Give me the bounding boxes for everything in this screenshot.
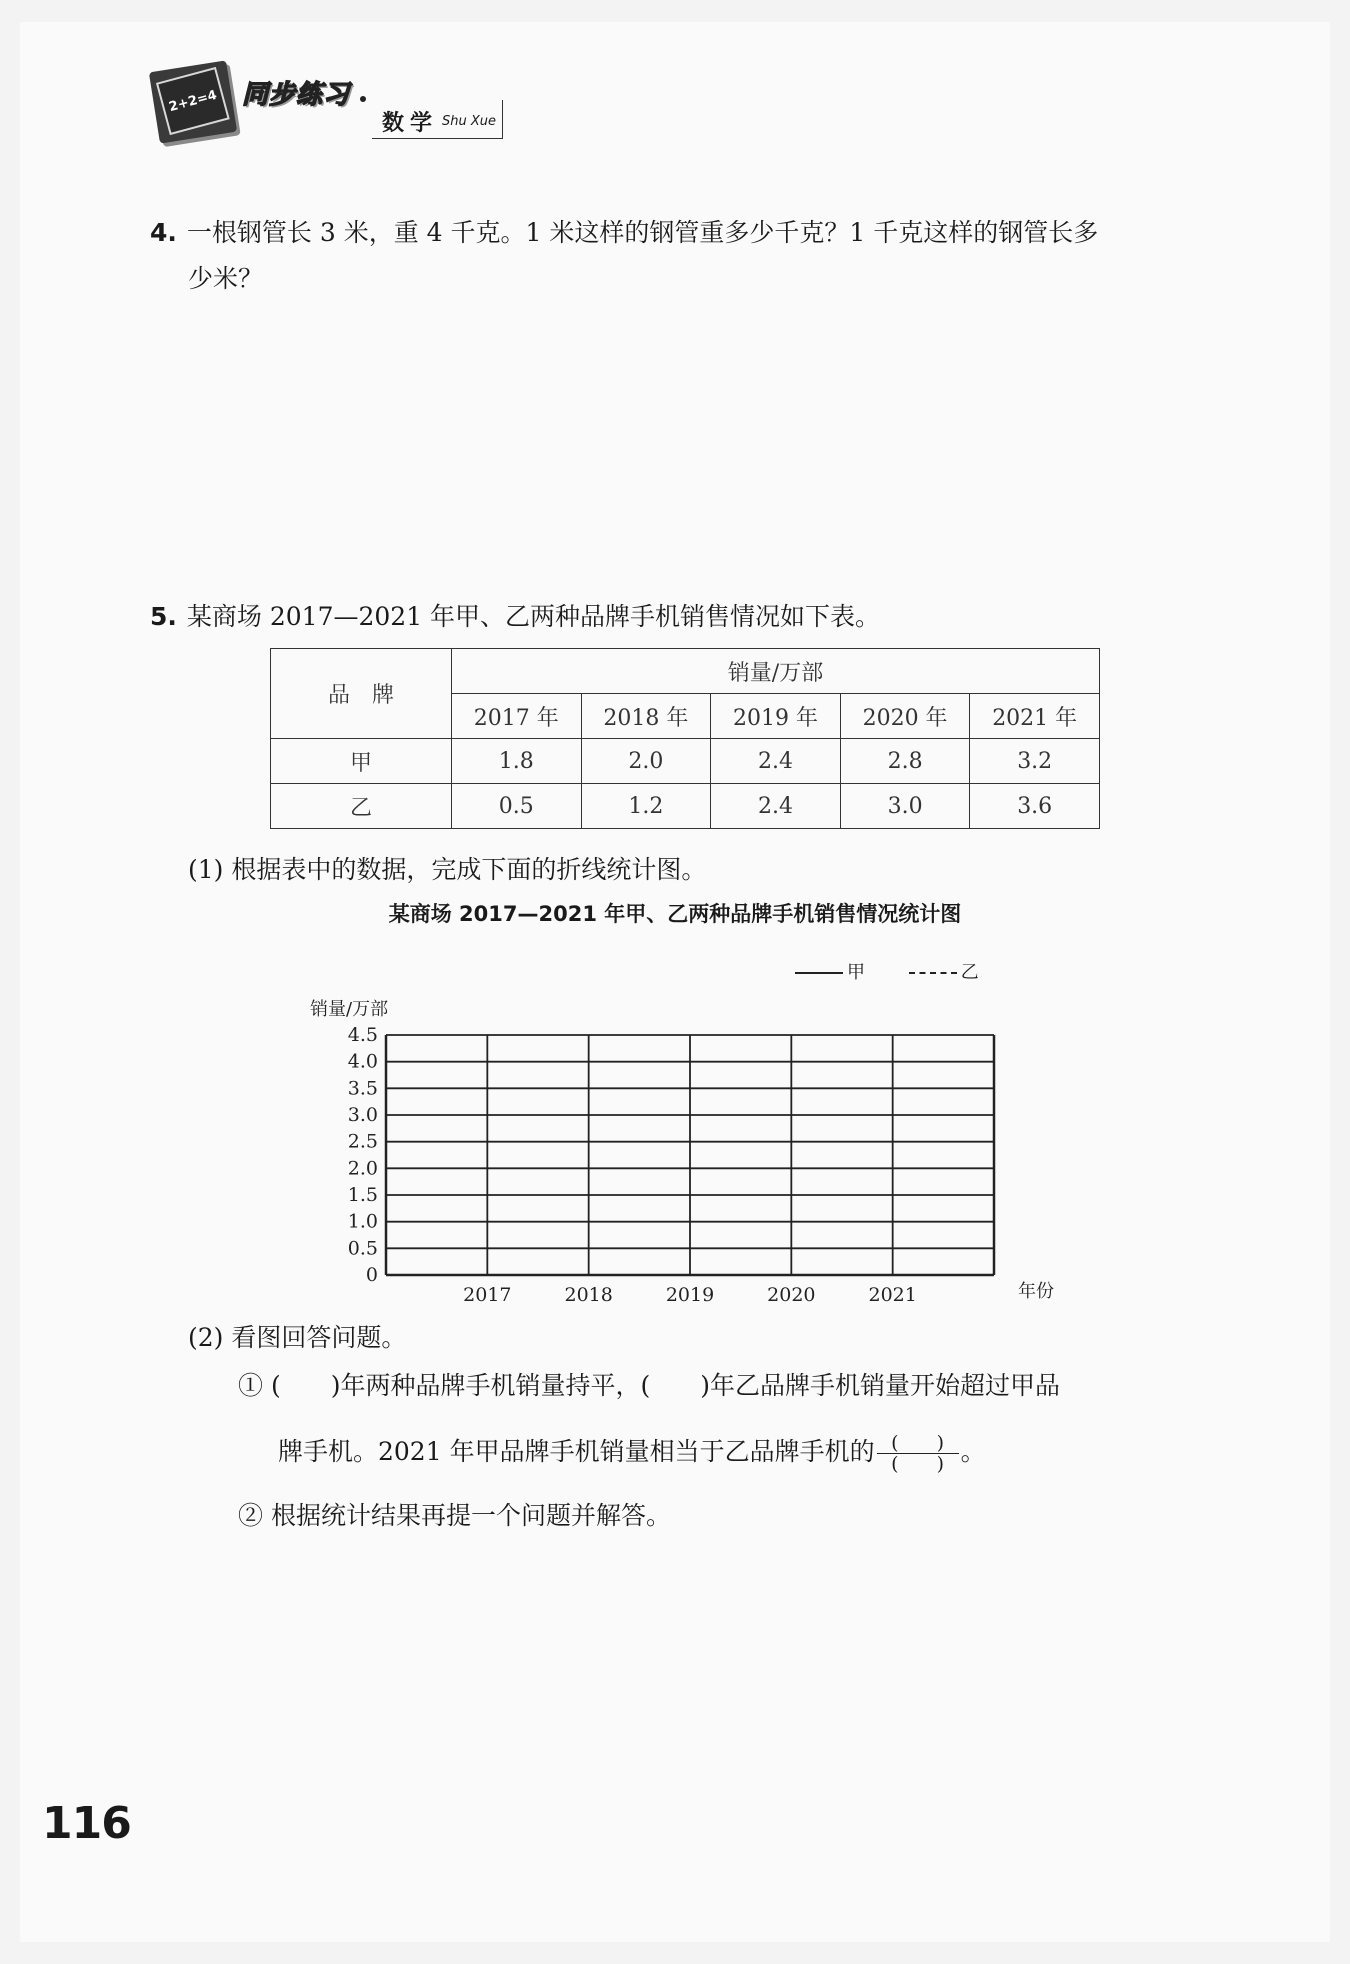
value-cell: 2.0 (581, 739, 711, 784)
line-chart-grid (290, 990, 1054, 1310)
x-tick-label: 2017 (463, 1284, 512, 1306)
brand-header: 品 牌 (271, 649, 452, 739)
y-tick-label: 4.0 (347, 1050, 378, 1073)
series-title: 同步练习 (242, 80, 351, 110)
question-number: 5. (150, 602, 177, 631)
y-tick-label: 1.5 (347, 1184, 378, 1206)
year-header: 2019 年 (711, 694, 841, 739)
question-number: 4. (150, 218, 177, 247)
value-cell: 3.6 (970, 784, 1100, 829)
y-tick-label: 2.0 (347, 1157, 378, 1180)
y-tick-label: 1.0 (347, 1210, 378, 1233)
item-1-line-2: 牌手机。2021 年甲品牌手机销量相当于乙品牌手机的 $\frac{( )}{( )}$ 。 (278, 1432, 986, 1475)
blackboard-logo: 2+2=4 (149, 60, 237, 143)
subject-pinyin: Shu Xue (442, 114, 497, 129)
value-cell: 1.8 (452, 739, 582, 784)
subquestion-2: (2) 看图回答问题。 (188, 1323, 407, 1352)
year-header: 2018 年 (581, 694, 711, 739)
legend-item-dashed: 乙 (909, 958, 979, 984)
page-number: 116 (42, 1798, 131, 1849)
question-text-cont: 少米？ (188, 264, 264, 293)
y-tick-label: 0.5 (347, 1237, 378, 1260)
chart-title: 某商场 2017—2021 年甲、乙两种品牌手机销售情况统计图 (388, 902, 962, 926)
y-axis-label: 销量/万部 (310, 999, 389, 1020)
y-tick-label: 3.0 (347, 1104, 378, 1126)
x-tick-label: 2021 (868, 1284, 917, 1306)
brand-cell: 乙 (271, 784, 452, 829)
table-row (271, 739, 1100, 784)
table-row (271, 784, 1100, 829)
year-header: 2021 年 (970, 694, 1100, 739)
y-tick-label: 3.5 (347, 1077, 378, 1100)
y-tick-label: 0 (365, 1264, 378, 1286)
sales-header: 销量/万部 (452, 649, 1100, 694)
x-tick-label: 2018 (564, 1284, 613, 1306)
item-1-line-1: ① ( )年两种品牌手机销量持平，( )年乙品牌手机销量开始超过甲品 (238, 1371, 1060, 1400)
legend-item-solid: 甲 (795, 958, 865, 984)
x-axis-label: 年份 (1018, 1281, 1054, 1302)
year-header: 2020 年 (840, 694, 970, 739)
x-tick-label: 2019 (665, 1284, 715, 1306)
value-cell: 3.2 (970, 739, 1100, 784)
question-4 (150, 210, 1210, 302)
subquestion-1: (1) 根据表中的数据，完成下面的折线统计图。 (188, 855, 707, 884)
value-cell: 2.4 (711, 784, 841, 829)
year-header: 2017 年 (452, 694, 582, 739)
x-tick-label: 2020 (767, 1284, 816, 1306)
fraction-blank[interactable]: $\frac{( )}{( )}$ (877, 1433, 959, 1474)
question-5 (150, 594, 1210, 640)
subject-label: 数学 (382, 111, 439, 136)
page-sheet (20, 22, 1330, 1942)
question-text: 一根钢管长 3 米，重 4 千克。1 米这样的钢管重多少千克？1 千克这样的钢管长多 (186, 218, 1099, 247)
value-cell: 0.5 (452, 784, 582, 829)
value-cell: 2.4 (711, 739, 841, 784)
value-cell: 3.0 (840, 784, 970, 829)
y-tick-label: 4.5 (347, 1024, 378, 1046)
question-text: 某商场 2017—2021 年甲、乙两种品牌手机销售情况如下表。 (186, 602, 881, 631)
book-header (150, 56, 510, 146)
header-dot (360, 96, 366, 102)
sales-table (270, 648, 1100, 829)
brand-cell: 甲 (271, 739, 452, 784)
value-cell: 2.8 (840, 739, 970, 784)
y-tick-label: 2.5 (347, 1130, 378, 1153)
chart-legend (795, 958, 1017, 984)
value-cell: 1.2 (581, 784, 711, 829)
item-2: ② 根据统计结果再提一个问题并解答。 (238, 1501, 671, 1530)
